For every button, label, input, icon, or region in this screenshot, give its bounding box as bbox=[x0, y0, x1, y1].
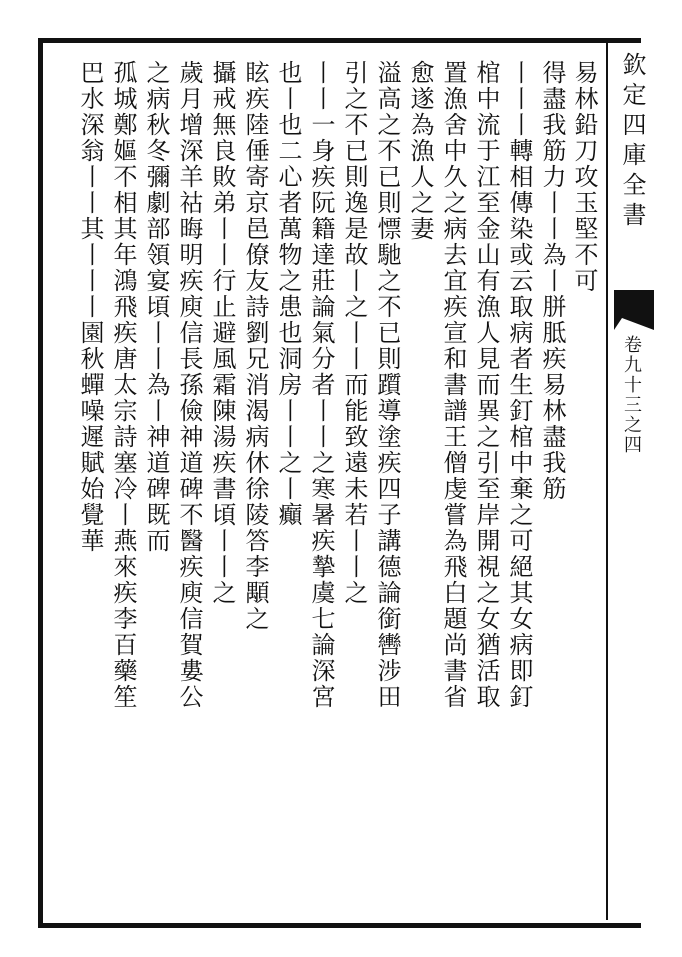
text-column-2: 得盡我筋力丨丨為丨胼胝疾易林盡我筋 bbox=[538, 60, 566, 502]
text-column-8: 引之不已則逸是故丨之丨丨而能致遠未若丨丨之 bbox=[340, 60, 368, 606]
text-column-11: 眩疾陸倕寄京邑僚友詩劉兄消渴病休徐陵答李顒之 bbox=[241, 60, 269, 632]
text-column-13: 歲月增深羊祜晦明疾庾信長孫儉神道碑不醫疾庾信賀婁公 bbox=[175, 60, 203, 710]
text-column-5: 置漁舍中久之病去宜疾宣和書譜王僧虔嘗為飛白題尚書省 bbox=[439, 60, 467, 710]
text-column-12: 攝戒無良敗弟丨丨行止避風霜陳湯疾書頃丨丨之 bbox=[208, 60, 236, 606]
text-column-7: 溢高之不已則慓馳之不已則躓導塗疾四子講德論銜轡涉田 bbox=[373, 60, 401, 710]
text-column-9: 丨丨一身疾阮籍達莊論氣分者丨丨之寒暑疾摯虞七論深宮 bbox=[307, 60, 335, 710]
text-column-15: 孤城鄭嫗不相其年鴻飛疾唐太宗詩塞冷丨燕來疾李百藥笙 bbox=[109, 60, 137, 710]
text-column-10: 也丨也二心者萬物之患也洞房丨丨之丨癲 bbox=[274, 60, 302, 528]
text-column-3: 丨丨丨轉相傳染或云取病者生釘棺中棄之可絕其女病即釘 bbox=[505, 60, 533, 710]
text-column-1: 易林鉛刀攻玉堅不可 bbox=[570, 60, 598, 294]
volume-label: 卷九十三之四 bbox=[621, 335, 642, 455]
text-column-4: 棺中流于江至金山有漁人見而異之引至岸開視之女猶活取 bbox=[472, 60, 500, 710]
text-column-14: 之病秋冬彌劇部領宴頃丨丨為丨神道碑既而 bbox=[142, 60, 170, 554]
text-column-16: 巴水深翁丨丨其丨丨丨園秋蟬噪遲賦始覺華 bbox=[76, 60, 104, 554]
text-column-6: 愈遂為漁人之妻 bbox=[406, 60, 434, 242]
book-title: 欽定四庫全書 bbox=[618, 52, 646, 232]
